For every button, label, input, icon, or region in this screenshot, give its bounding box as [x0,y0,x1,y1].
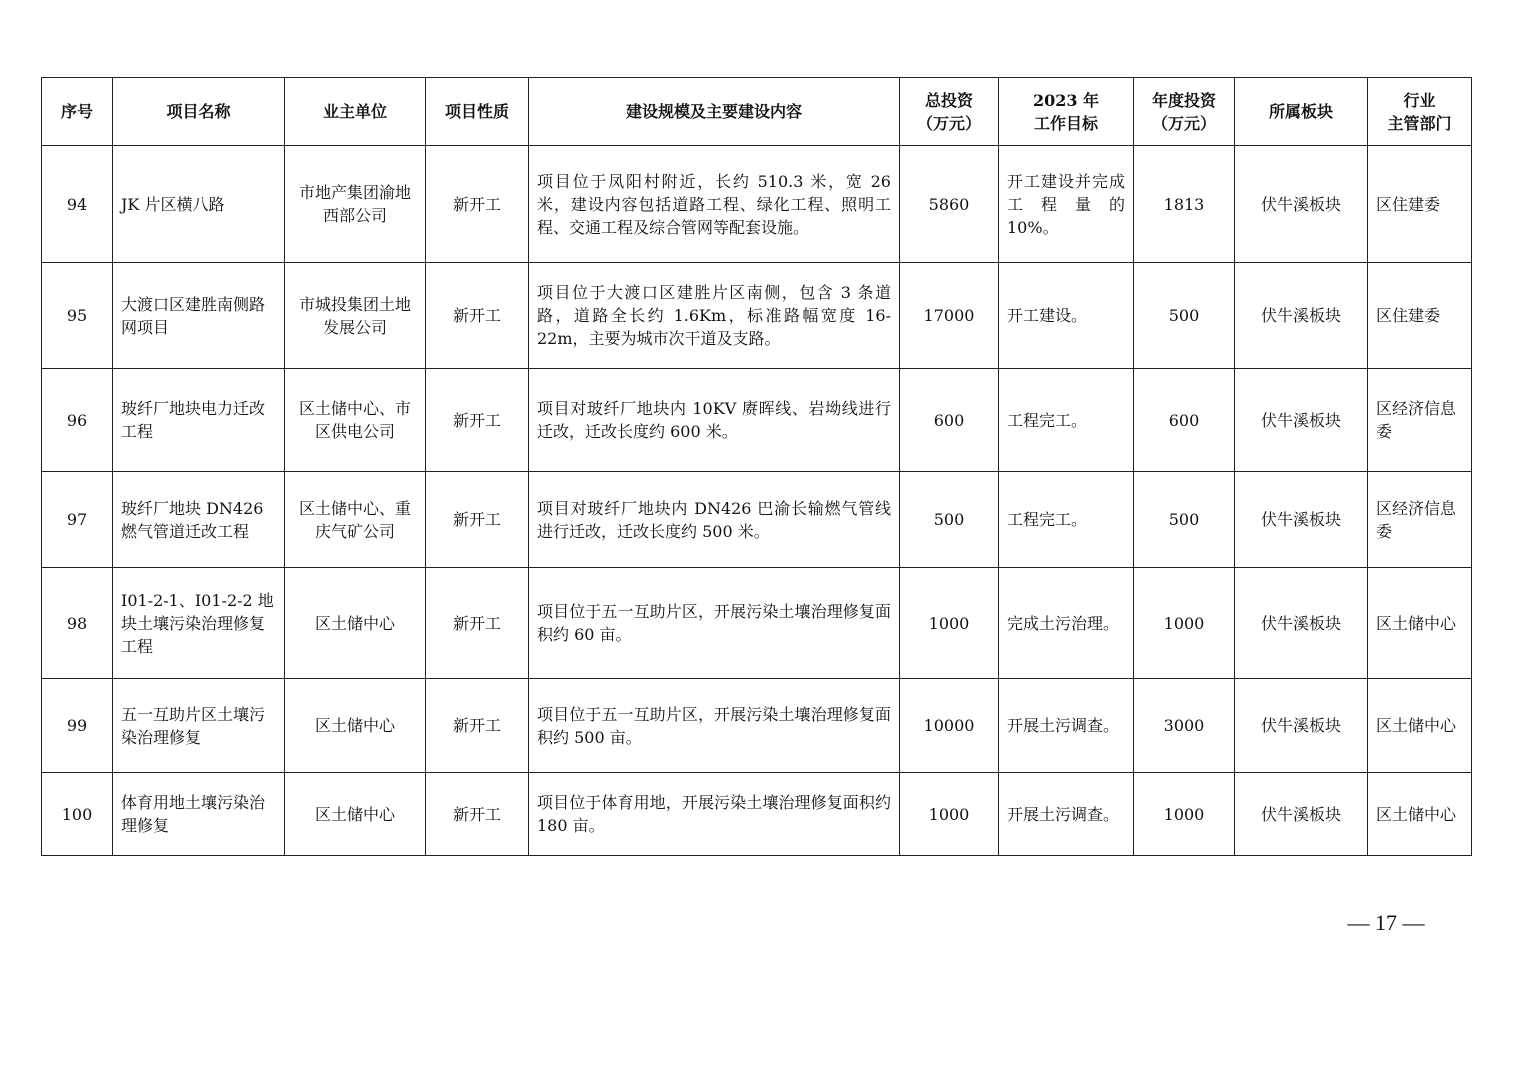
header-seq: 序号 [42,78,113,146]
cell-scale-content: 项目对玻纤厂地块内 DN426 巴渝长输燃气管线进行迁改，迁改长度约 500 米。 [529,472,900,568]
cell-project-name: I01-2-1、I01-2-2 地块土壤污染治理修复工程 [113,568,285,679]
cell-total-investment: 17000 [900,263,999,369]
cell-nature: 新开工 [426,568,529,679]
cell-department: 区住建委 [1368,146,1472,263]
cell-seq: 96 [42,369,113,472]
cell-project-name: 大渡口区建胜南侧路网项目 [113,263,285,369]
cell-nature: 新开工 [426,369,529,472]
header-scale-content: 建设规模及主要建设内容 [529,78,900,146]
cell-owner: 区土储中心、市区供电公司 [285,369,426,472]
header-department: 行业 主管部门 [1368,78,1472,146]
cell-project-name: 玻纤厂地块 DN426 燃气管道迁改工程 [113,472,285,568]
cell-department: 区经济信息委 [1368,472,1472,568]
header-nature: 项目性质 [426,78,529,146]
header-total-investment: 总投资 （万元） [900,78,999,146]
cell-sector: 伏牛溪板块 [1235,369,1368,472]
cell-goal: 工程完工。 [999,369,1134,472]
table-row [42,263,1472,369]
cell-owner: 区土储中心 [285,773,426,856]
cell-goal: 开工建设。 [999,263,1134,369]
table-row [42,369,1472,472]
header-annual-investment: 年度投资 （万元） [1134,78,1235,146]
header-owner: 业主单位 [285,78,426,146]
cell-scale-content: 项目位于五一互助片区，开展污染土壤治理修复面积约 500 亩。 [529,679,900,773]
cell-department: 区经济信息委 [1368,369,1472,472]
cell-owner: 市地产集团渝地西部公司 [285,146,426,263]
header-goal-2023: 2023 年 工作目标 [999,78,1134,146]
cell-sector: 伏牛溪板块 [1235,263,1368,369]
header-sector: 所属板块 [1235,78,1368,146]
cell-goal: 开展土污调查。 [999,679,1134,773]
cell-total-investment: 600 [900,369,999,472]
table-row [42,472,1472,568]
table-row [42,679,1472,773]
cell-nature: 新开工 [426,773,529,856]
header-row [42,78,1472,146]
cell-annual-investment: 600 [1134,369,1235,472]
cell-seq: 100 [42,773,113,856]
cell-total-investment: 1000 [900,773,999,856]
page-number: — 17 — [1347,910,1425,935]
cell-seq: 95 [42,263,113,369]
cell-nature: 新开工 [426,472,529,568]
cell-seq: 98 [42,568,113,679]
cell-seq: 94 [42,146,113,263]
project-table [41,77,1472,856]
cell-project-name: 体育用地土壤污染治理修复 [113,773,285,856]
cell-goal: 开展土污调查。 [999,773,1134,856]
cell-sector: 伏牛溪板块 [1235,472,1368,568]
cell-owner: 市城投集团土地发展公司 [285,263,426,369]
cell-annual-investment: 1000 [1134,568,1235,679]
cell-project-name: 五一互助片区土壤污染治理修复 [113,679,285,773]
cell-total-investment: 5860 [900,146,999,263]
cell-goal: 开工建设并完成工程量的 10%。 [999,146,1134,263]
cell-project-name: JK 片区横八路 [113,146,285,263]
cell-owner: 区土储中心 [285,568,426,679]
cell-nature: 新开工 [426,263,529,369]
cell-nature: 新开工 [426,146,529,263]
cell-annual-investment: 1000 [1134,773,1235,856]
cell-sector: 伏牛溪板块 [1235,773,1368,856]
cell-total-investment: 500 [900,472,999,568]
cell-goal: 完成土污治理。 [999,568,1134,679]
cell-owner: 区土储中心 [285,679,426,773]
cell-sector: 伏牛溪板块 [1235,146,1368,263]
cell-nature: 新开工 [426,679,529,773]
header-project-name: 项目名称 [113,78,285,146]
table-body [42,146,1472,856]
table-row [42,773,1472,856]
cell-department: 区住建委 [1368,263,1472,369]
cell-seq: 99 [42,679,113,773]
cell-department: 区土储中心 [1368,568,1472,679]
cell-scale-content: 项目位于大渡口区建胜片区南侧，包含 3 条道路，道路全长约 1.6Km，标准路幅宽度 16-22m，主要为城市次干道及支路。 [529,263,900,369]
cell-annual-investment: 3000 [1134,679,1235,773]
cell-owner: 区土储中心、重庆气矿公司 [285,472,426,568]
cell-annual-investment: 500 [1134,472,1235,568]
cell-scale-content: 项目对玻纤厂地块内 10KV 赓晖线、岩坳线进行迁改，迁改长度约 600 米。 [529,369,900,472]
cell-department: 区土储中心 [1368,679,1472,773]
cell-scale-content: 项目位于凤阳村附近，长约 510.3 米，宽 26 米，建设内容包括道路工程、绿化工程、照明工程、交通工程及综合管网等配套设施。 [529,146,900,263]
cell-annual-investment: 500 [1134,263,1235,369]
cell-annual-investment: 1813 [1134,146,1235,263]
cell-department: 区土储中心 [1368,773,1472,856]
cell-seq: 97 [42,472,113,568]
cell-goal: 工程完工。 [999,472,1134,568]
table-row [42,568,1472,679]
cell-scale-content: 项目位于体育用地，开展污染土壤治理修复面积约 180 亩。 [529,773,900,856]
cell-scale-content: 项目位于五一互助片区，开展污染土壤治理修复面积约 60 亩。 [529,568,900,679]
cell-sector: 伏牛溪板块 [1235,568,1368,679]
cell-total-investment: 1000 [900,568,999,679]
table-row [42,146,1472,263]
cell-project-name: 玻纤厂地块电力迁改工程 [113,369,285,472]
cell-sector: 伏牛溪板块 [1235,679,1368,773]
cell-total-investment: 10000 [900,679,999,773]
